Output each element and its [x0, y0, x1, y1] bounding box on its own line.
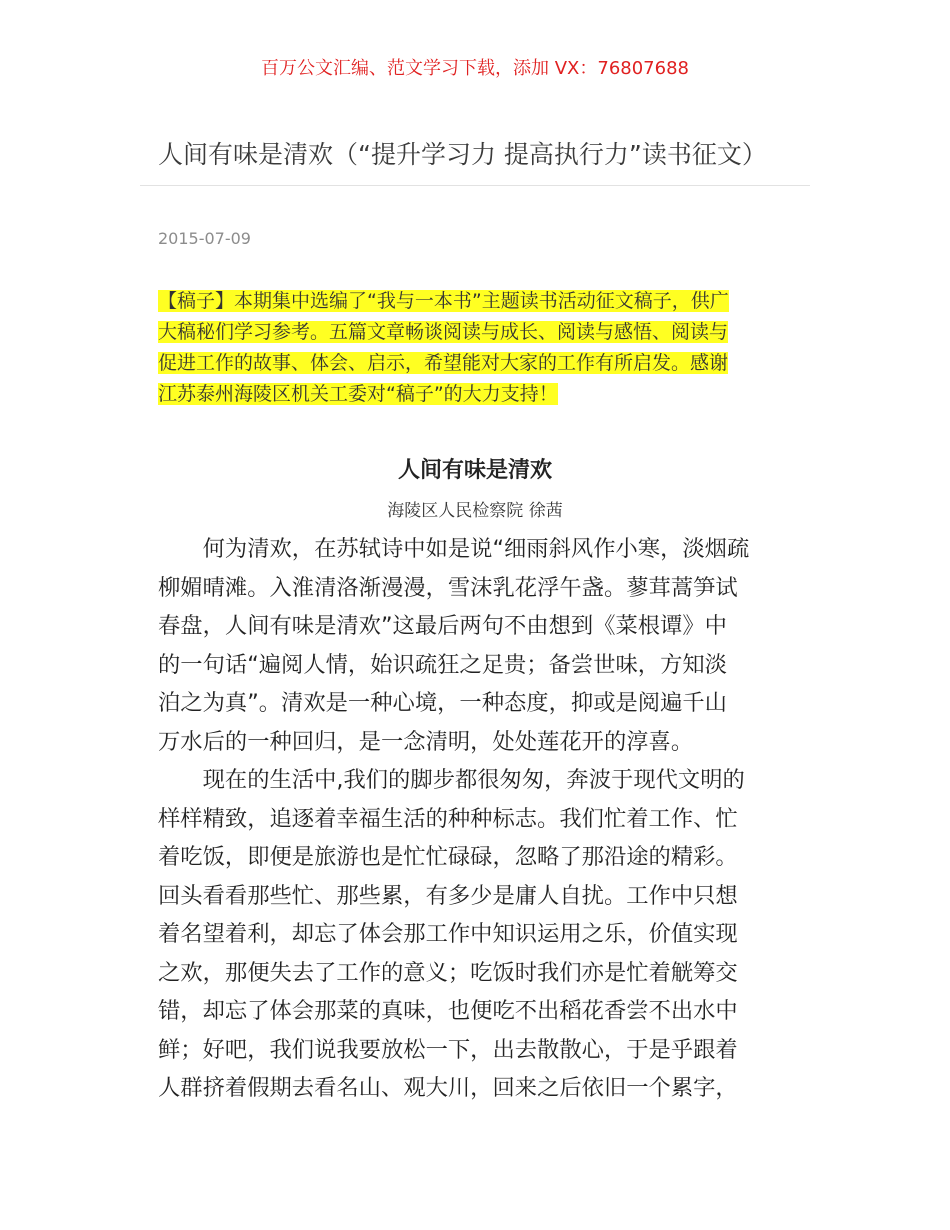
body-line: 人群挤着假期去看名山、观大川，回来之后依旧一个累字， — [158, 1075, 738, 1101]
body-line: 何为清欢，在苏轼诗中如是说“细雨斜风作小寒，淡烟疏 — [158, 536, 750, 562]
publish-date: 2015-07-09 — [158, 229, 251, 248]
essay-body — [158, 530, 794, 1108]
body-line: 鲜；好吧，我们说我要放松一下，出去散散心，于是乎跟着 — [158, 1036, 738, 1063]
intro-line: 大稿秘们学习参考。五篇文章畅谈阅读与成长、阅读与感悟、阅读与 — [158, 321, 729, 343]
body-line: 着名望着利，却忘了体会那工作中知识运用之乐，价值实现 — [158, 921, 738, 947]
essay-author: 海陵区人民检察院 徐茜 — [387, 501, 563, 521]
intro-line: 江苏泰州海陵区机关工委对“稿子”的大力支持！ — [158, 383, 558, 405]
title-divider — [140, 185, 810, 186]
body-line: 错，却忘了体会那菜的真味，也便吃不出稻花香尝不出水中 — [158, 998, 738, 1024]
body-line: 着吃饭，即便是旅游也是忙忙碌碌，忽略了那沿途的精彩。 — [158, 844, 738, 870]
intro-line: 促进工作的故事、体会、启示，希望能对大家的工作有所启发。感谢 — [158, 352, 729, 374]
body-line: 之欢，那便失去了工作的意义；吃饭时我们亦是忙着觥筹交 — [158, 959, 738, 986]
body-line: 万水后的一种回归，是一念清明，处处莲花开的淳喜。 — [158, 728, 694, 755]
body-line: 春盘，人间有味是清欢”这最后两句不由想到《菜根谭》中 — [158, 613, 727, 639]
page-title: 人间有味是清欢（“提升学习力 提高执行力”读书征文） — [158, 140, 767, 169]
body-line: 泊之为真”。清欢是一种心境，一种态度，抑或是阅遍千山 — [158, 690, 727, 716]
body-line: 的一句话“遍阅人情，始识疏狂之足贵；备尝世味，方知淡 — [158, 651, 727, 678]
body-line: 柳媚晴滩。入淮清洛渐漫漫，雪沫乳花浮午盏。蓼茸蒿笋试 — [158, 574, 738, 601]
body-line: 现在的生活中,我们的脚步都很匆匆，奔波于现代文明的 — [158, 767, 745, 793]
essay-title: 人间有味是清欢 — [397, 458, 552, 483]
promo-banner: 百万公文汇编、范文学习下载，添加 VX：76807688 — [261, 58, 689, 79]
body-line: 回头看看那些忙、那些累，有多少是庸人自扰。工作中只想 — [158, 882, 738, 909]
intro-highlight-block — [158, 286, 794, 410]
intro-line: 【稿子】本期集中选编了“我与一本书”主题读书活动征文稿子，供广 — [158, 290, 729, 312]
body-line: 样样精致，追逐着幸福生活的种种标志。我们忙着工作、忙 — [158, 805, 738, 832]
